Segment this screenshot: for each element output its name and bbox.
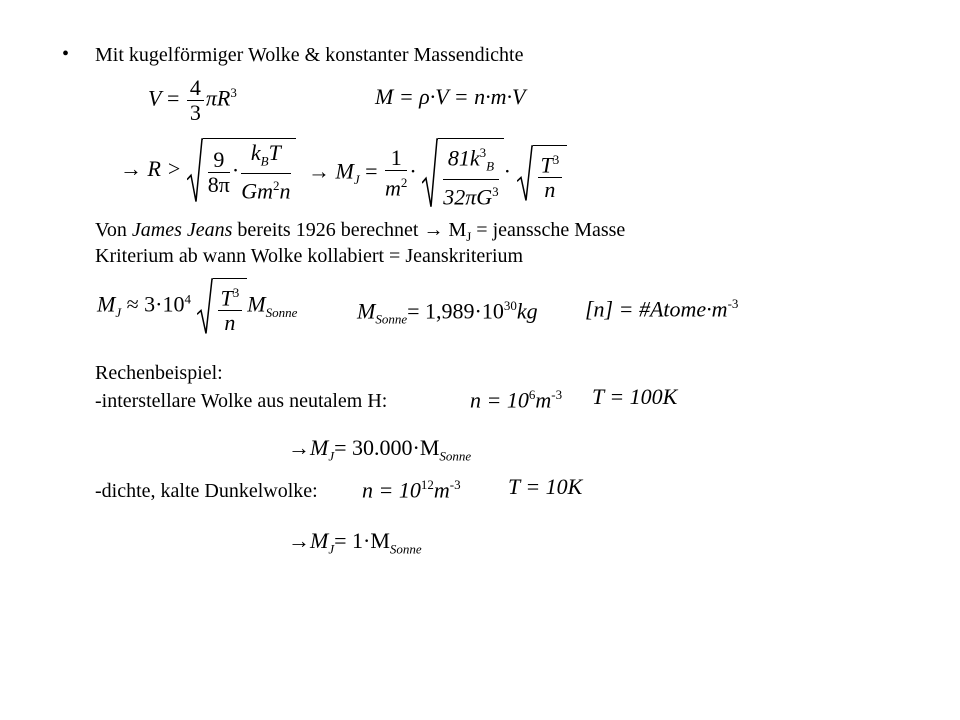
jeans-mass-frac-3	[538, 148, 563, 202]
example2-density	[362, 477, 461, 503]
approx-frac-num-sup: 3	[232, 285, 240, 300]
example1-n: n = 10	[470, 387, 529, 413]
radius-f1-den: 8π	[207, 171, 230, 197]
jeans-mass-f3-den: n	[544, 177, 556, 203]
jeans-mass-f1-num: 1	[385, 146, 407, 171]
example2-result-arrow: →	[288, 528, 310, 553]
radius-lhs: R >	[147, 155, 182, 181]
example1-n-unit: m	[535, 387, 552, 413]
sun-mass-lhs-sub: Sonne	[375, 311, 408, 327]
bullet-heading: Mit kugelförmiger Wolke & konstanter Massendichte	[95, 44, 524, 66]
example1-result-arrow: →	[288, 435, 310, 460]
radius-frac-2	[241, 141, 290, 204]
radius-root: $\frac{9}{8\pi}$ · $\frac{k_BT}{Gm^2n}$	[187, 138, 296, 204]
volume-coef-num: 4	[187, 76, 204, 101]
example1-temperature: T = 100K	[592, 384, 678, 409]
example2-result-value-sub: Sonne	[389, 541, 422, 557]
jeans-mass-f2-den-sup: 3	[492, 183, 499, 199]
jeans-mass-root-1	[422, 138, 503, 209]
radius-f2-den-rest: n	[279, 178, 291, 204]
example1-result-value-sub: Sonne	[439, 448, 472, 464]
example2-result	[288, 528, 422, 557]
example2-n-sup: 12	[420, 477, 434, 492]
jeans-mass-f2-num-sub: B	[486, 158, 495, 174]
example2-temperature: T = 10K	[508, 474, 583, 499]
sqrt-sign-icon	[517, 145, 533, 202]
example1-density	[470, 387, 562, 413]
example1-label: -interstellare Wolke aus neutalem H:	[95, 390, 388, 412]
volume-lhs: V	[148, 85, 162, 111]
sun-mass-lhs: M	[357, 298, 376, 324]
formula-jeans-mass: → $M_J$ = $\frac{1}{m^2}$ · $\frac{81k^3_B}{32\pi G^3}$ · $\frac{T^3}{n}$	[308, 138, 567, 209]
jeans-mass-lhs: M	[335, 158, 354, 184]
jeans-mass-root-2	[517, 145, 568, 202]
example-heading: Rechenbeispiel:	[95, 362, 223, 384]
example1-result-value: = 30.000·M	[334, 435, 440, 460]
example2-result-lhs: M	[310, 528, 329, 553]
example2-n-unit: m	[433, 477, 450, 503]
approx-root	[197, 278, 248, 335]
example2-n-unit-sup: -3	[449, 477, 461, 492]
sun-mass-value-sup: 30	[503, 298, 517, 313]
jeans-mass-f1-den-sup: 2	[400, 175, 408, 191]
volume-exp: 3	[230, 85, 237, 101]
jeans-line-prefix: Von	[95, 219, 132, 241]
radius-f2-den: Gm	[241, 178, 274, 204]
jeans-mass-f2-num: 81k	[447, 145, 480, 171]
jeans-mass-frac-2	[443, 141, 498, 209]
sqrt-sign-icon	[187, 138, 203, 204]
formula-mass: M = ρ·V = n·m·V	[375, 84, 526, 109]
example1-result-sub: J	[328, 448, 335, 464]
bullet-marker: •	[62, 43, 70, 65]
jeans-mass-f1-den: m	[385, 175, 401, 201]
jeans-mass-f2-den: 32πG	[443, 184, 493, 210]
radius-f2-num-sub: B	[260, 153, 269, 169]
sun-mass-value: = 1,989·10	[407, 298, 504, 324]
formula-n-unit	[585, 296, 738, 322]
example1-n-sup: 6	[528, 387, 536, 402]
radius-f2-den-sup: 2	[273, 178, 280, 194]
jeans-line-middle: bereits 1926 berechnet → M	[232, 219, 467, 241]
approx-lhs-sub: J	[115, 305, 122, 321]
jeans-mass-frac-1	[385, 146, 407, 200]
jeans-line-sub: J	[466, 229, 472, 244]
sun-mass-unit: kg	[516, 298, 538, 324]
approx-frac-den: n	[224, 310, 236, 336]
approx-coef: ≈ 3·10	[126, 291, 185, 317]
formula-sun-mass	[357, 298, 538, 328]
jeans-mass-arrow: →	[308, 158, 330, 184]
jeans-mass-lhs-sub: J	[353, 171, 360, 187]
formula-jeans-radius	[120, 138, 296, 204]
example2-result-sub: J	[328, 541, 335, 557]
jeans-line-name: James Jeans	[131, 219, 233, 241]
jeans-mass-f3-num: T	[540, 152, 553, 178]
approx-coef-sup: 4	[184, 291, 192, 307]
approx-frac	[218, 281, 243, 335]
radius-f1-num: 9	[208, 148, 230, 173]
example2-label: -dichte, kalte Dunkelwolke:	[95, 480, 318, 502]
criterion-line: Kriterium ab wann Wolke kollabiert = Jeanskriterium	[95, 245, 524, 267]
example1-result	[288, 435, 471, 464]
example2-n: n = 10	[362, 477, 421, 503]
sqrt-sign-icon	[422, 138, 438, 209]
radius-f2-num: k	[250, 140, 261, 165]
approx-rest-sub: Sonne	[265, 305, 298, 321]
formula-volume: V = $\frac{4}{3}$ $\pi R^3$	[148, 75, 237, 125]
approx-lhs: M	[97, 291, 116, 317]
jeans-mass-f3-num-sup: 3	[552, 151, 560, 167]
jeans-line-suffix: = jeanssche Masse	[471, 219, 626, 241]
n-unit-text: [n] = #Atome·m	[585, 296, 728, 322]
sqrt-sign-icon	[197, 278, 213, 335]
example1-result-lhs: M	[310, 435, 329, 460]
formula-jeans-approx	[97, 278, 297, 335]
volume-coef-den: 3	[189, 100, 201, 125]
radius-f2-num-rest: T	[268, 140, 281, 165]
example2-result-value: = 1·M	[334, 528, 390, 553]
n-unit-sup: -3	[727, 296, 739, 311]
volume-coefficient	[187, 76, 204, 125]
jeans-mass-f2-num-sup: 3	[479, 145, 487, 160]
radius-frac-1	[208, 148, 230, 197]
approx-rest: M	[247, 291, 266, 317]
radius-arrow: →	[120, 155, 142, 181]
approx-frac-num: T	[220, 285, 233, 311]
example1-n-unit-sup: -3	[551, 387, 563, 402]
volume-rest: πR	[205, 85, 231, 111]
